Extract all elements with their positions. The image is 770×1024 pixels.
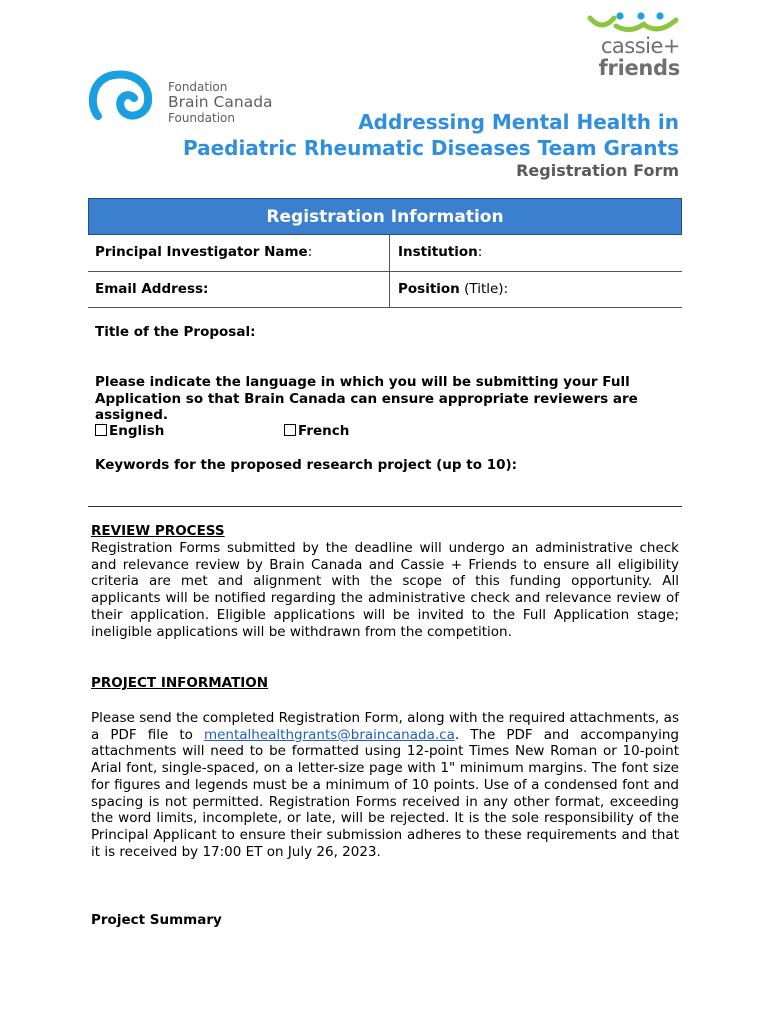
checkbox-icon <box>284 424 296 436</box>
english-checkbox[interactable] <box>95 423 164 439</box>
page-title-line-2: Paediatric Rheumatic Diseases Team Grants <box>182 136 679 160</box>
review-process-heading: REVIEW PROCESS <box>91 523 225 539</box>
table-bottom-border <box>88 307 682 308</box>
submission-email-link[interactable]: mentalhealthgrants@braincanada.ca <box>203 726 455 743</box>
position-suffix: (Title): <box>459 281 509 297</box>
project-summary-heading: Project Summary <box>91 912 222 928</box>
position-field[interactable] <box>398 281 508 297</box>
registration-header <box>88 198 682 235</box>
brand-foundation: Foundation <box>168 110 235 125</box>
section-divider <box>88 506 682 507</box>
french-checkbox[interactable] <box>284 423 349 439</box>
checkbox-icon <box>95 424 107 436</box>
brain-canada-logo <box>88 70 278 126</box>
position-label: Position <box>398 281 460 297</box>
french-label: French <box>298 423 350 439</box>
institution-label: Institution <box>398 244 478 260</box>
review-process-body: Registration Forms submitted by the deadline will undergo an administrative check and relevance review by Brain Canada and Cassie + Friends to ensure all eligibility criteria are met and alignment with the scope of this funding opportunity. All applicants will be notified regarding the administrative check and relevance review of their application. Eligible applications will be invited to the Full Application stage; ineligible applications will be withdrawn from the competition. <box>91 540 679 640</box>
institution-colon: : <box>477 244 483 260</box>
proposal-title-label[interactable]: Title of the Proposal: <box>95 324 256 340</box>
page-subtitle: Registration Form <box>516 161 679 180</box>
keywords-label[interactable]: Keywords for the proposed research project (up to 10): <box>95 457 518 473</box>
friends-wordmark: friends <box>598 56 680 80</box>
page-title-line-1: Addressing Mental Health in <box>358 110 679 134</box>
pi-name-field[interactable] <box>95 244 312 260</box>
cassie-wordmark: cassie+ <box>600 34 680 58</box>
table-row-divider <box>88 271 682 272</box>
brain-spiral-icon <box>88 70 160 126</box>
registration-heading: Registration Information <box>266 206 504 227</box>
pi-name-colon: : <box>307 244 313 260</box>
project-info-text-end: . The PDF and accompanying attachments will need to be formatted using 12-point Times New Roman or 10-point Arial font, single-spaced, on a letter-size page with 1" minimum margins. The font size for figures and legends must be a minimum of 10 points. Use of a condensed font and spacing is not permitted. Registration Forms received in any other format, exceeding the word limits, incomplete, or late, will be rejected. It is the sole responsibility of the Principal Applicant to ensure their submission adheres to these requirements and that it is received by 17:00 ET on July 26, 2023. <box>91 726 679 860</box>
email-field[interactable] <box>95 281 208 297</box>
brand-fondation: Fondation <box>168 80 228 94</box>
email-label: Email Address: <box>95 281 209 297</box>
cassie-friends-logo <box>586 10 682 78</box>
pi-name-label: Principal Investigator Name <box>95 244 308 260</box>
people-icon <box>586 10 682 36</box>
brand-brain-canada: Brain Canada <box>168 93 273 111</box>
project-info-text-start: Please send the completed Registration Form, along with the required attachments, as a PDF file to <box>91 710 679 743</box>
english-label: English <box>109 423 165 439</box>
project-information-body <box>91 710 679 860</box>
language-question: Please indicate the language in which you will be submitting your Full Application so that Brain Canada can ensure appropriate reviewers are assigned. <box>95 374 638 423</box>
institution-field[interactable] <box>398 244 482 260</box>
project-information-heading: PROJECT INFORMATION <box>91 675 269 691</box>
